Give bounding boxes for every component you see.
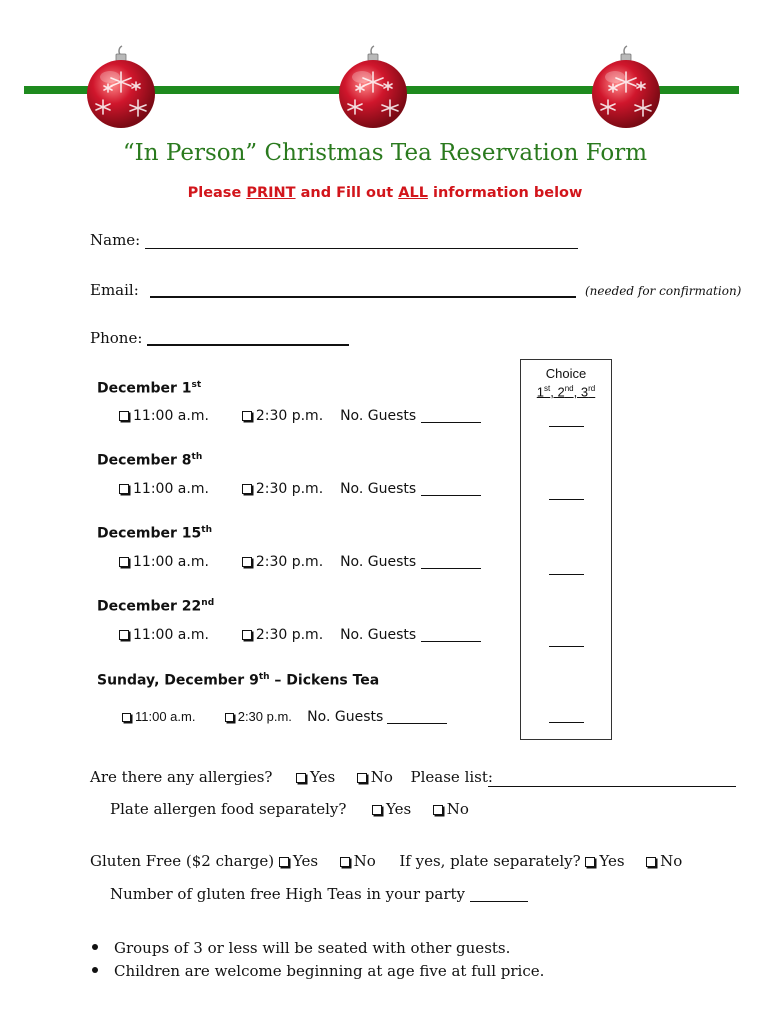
session-row: 11:00 a.m. 2:30 p.m. No. Guests	[119, 627, 481, 643]
choice-field[interactable]	[549, 573, 584, 575]
choice-column	[520, 359, 612, 740]
allergy-list-field[interactable]	[488, 785, 736, 787]
email-field[interactable]	[150, 296, 576, 298]
instructions-subtitle: Please PRINT and Fill out ALL information below	[187, 185, 583, 201]
guests-field[interactable]	[387, 709, 447, 724]
session-row: 11:00 a.m. 2:30 p.m. No. Guests	[122, 709, 447, 725]
allergen-plate-row: Plate allergen food separately? Yes No	[110, 800, 469, 818]
checkbox-icon[interactable]	[585, 857, 595, 867]
checkbox-icon[interactable]	[646, 857, 656, 867]
checkbox-icon[interactable]	[433, 805, 443, 815]
guests-field[interactable]	[421, 481, 481, 496]
checkbox-icon[interactable]	[279, 857, 289, 867]
choice-field[interactable]	[549, 645, 584, 647]
checkbox-icon[interactable]	[119, 630, 129, 640]
date-heading: December 15th	[97, 525, 212, 542]
choice-field[interactable]	[549, 498, 584, 500]
date-heading: Sunday, December 9th – Dickens Tea	[97, 672, 380, 689]
gluten-count-row: Number of gluten free High Teas in your party	[110, 885, 528, 903]
checkbox-icon[interactable]	[225, 713, 234, 722]
date-heading: December 1st	[97, 380, 202, 397]
gluten-row: Gluten Free ($2 charge) Yes No If yes, plate separately? Yes No	[90, 852, 683, 870]
bullet-icon	[92, 967, 98, 973]
phone-field[interactable]	[147, 344, 349, 346]
checkbox-icon[interactable]	[242, 484, 252, 494]
session-row: 11:00 a.m. 2:30 p.m. No. Guests	[119, 481, 481, 497]
list-item: Groups of 3 or less will be seated with other guests.	[92, 937, 544, 960]
name-label: Name:	[90, 231, 141, 249]
guests-field[interactable]	[421, 554, 481, 569]
guests-field[interactable]	[421, 627, 481, 642]
phone-label: Phone:	[90, 329, 143, 347]
choice-header: Choice 1st, 2nd, 3rd	[536, 366, 596, 400]
bullet-icon	[92, 944, 98, 950]
allergies-row: Are there any allergies? Yes No Please list:	[90, 768, 493, 786]
gluten-count-field[interactable]	[470, 887, 528, 902]
ornament-icon	[330, 44, 416, 130]
checkbox-icon[interactable]	[119, 557, 129, 567]
ornament-icon	[78, 44, 164, 130]
checkbox-icon[interactable]	[119, 484, 129, 494]
checkbox-icon[interactable]	[242, 557, 252, 567]
date-heading: December 22nd	[97, 598, 215, 615]
email-label: Email:	[90, 281, 139, 299]
guests-field[interactable]	[421, 408, 481, 423]
checkbox-icon[interactable]	[372, 805, 382, 815]
choice-field[interactable]	[549, 721, 584, 723]
checkbox-icon[interactable]	[119, 411, 129, 421]
list-item: Children are welcome beginning at age five at full price.	[92, 960, 544, 983]
choice-field[interactable]	[549, 425, 584, 427]
email-note: (needed for confirmation)	[585, 284, 742, 298]
ornament-icon	[583, 44, 669, 130]
checkbox-icon[interactable]	[340, 857, 350, 867]
notes-list	[92, 937, 544, 983]
session-row: 11:00 a.m. 2:30 p.m. No. Guests	[119, 408, 481, 424]
checkbox-icon[interactable]	[296, 773, 306, 783]
checkbox-icon[interactable]	[357, 773, 367, 783]
page-title: “In Person” Christmas Tea Reservation Form	[122, 140, 648, 166]
checkbox-icon[interactable]	[242, 630, 252, 640]
date-heading: December 8th	[97, 452, 203, 469]
checkbox-icon[interactable]	[122, 713, 131, 722]
session-row: 11:00 a.m. 2:30 p.m. No. Guests	[119, 554, 481, 570]
name-field[interactable]	[145, 247, 578, 249]
checkbox-icon[interactable]	[242, 411, 252, 421]
